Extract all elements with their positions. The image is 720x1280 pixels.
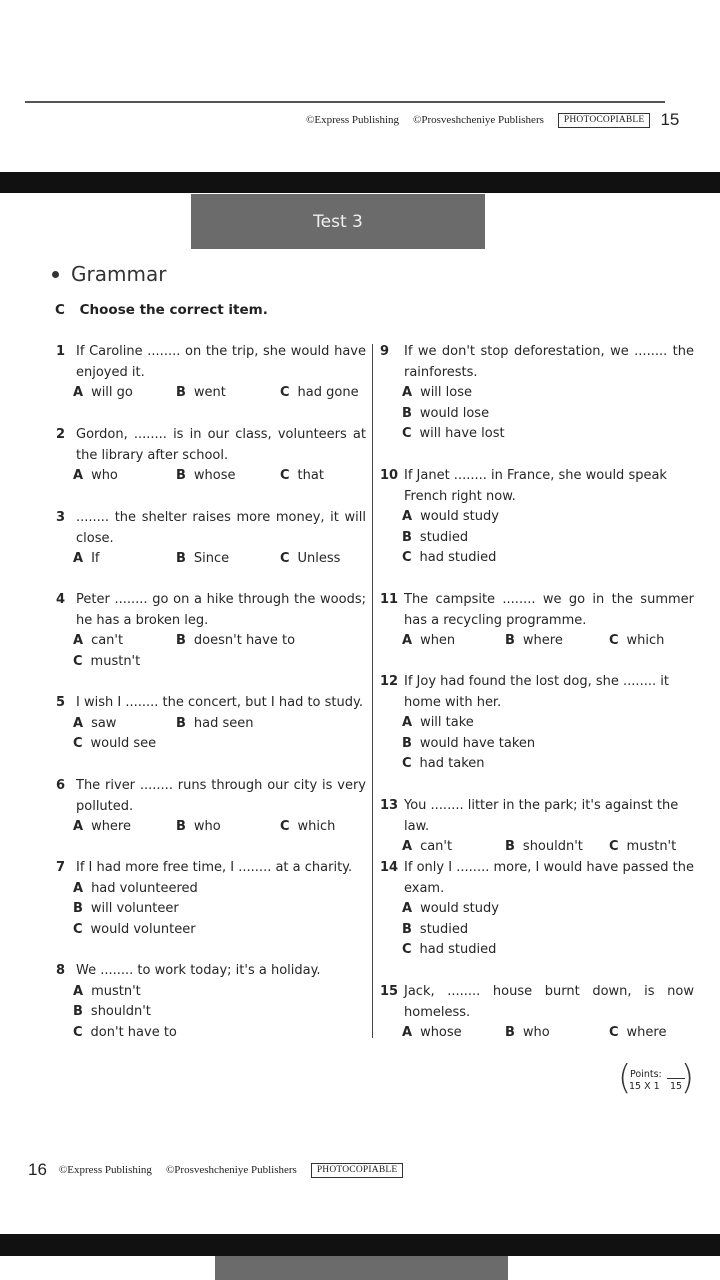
option-c[interactable] xyxy=(402,940,694,961)
points-calc: 15 X 1 xyxy=(629,1081,660,1092)
option-b[interactable] xyxy=(505,1023,609,1044)
option-text: where xyxy=(626,1025,667,1041)
option-letter: B xyxy=(176,633,186,649)
option-text: would study xyxy=(420,509,499,525)
option-b[interactable] xyxy=(176,714,254,735)
option-c[interactable] xyxy=(280,383,359,404)
option-text: saw xyxy=(91,715,117,731)
option-a[interactable] xyxy=(402,713,694,734)
publisher-1: ©Express Publishing xyxy=(58,1164,152,1176)
publisher-1: ©Express Publishing xyxy=(306,114,400,126)
option-letter: B xyxy=(176,551,186,567)
option-letter: A xyxy=(402,385,413,401)
question-15 xyxy=(380,982,694,1044)
option-text: whose xyxy=(420,1025,462,1041)
question-10 xyxy=(380,466,694,569)
option-b[interactable] xyxy=(402,734,694,755)
option-letter: C xyxy=(609,839,619,855)
option-letter: B xyxy=(505,633,515,649)
question-3 xyxy=(56,508,366,570)
bottom-footer xyxy=(28,1160,403,1180)
instruction xyxy=(55,302,268,318)
option-letter: B xyxy=(505,1025,515,1041)
page-number: 16 xyxy=(28,1160,47,1179)
option-text: had studied xyxy=(419,942,497,958)
option-b[interactable] xyxy=(73,899,366,920)
option-letter: C xyxy=(402,942,412,958)
page-gap-bar xyxy=(0,172,720,193)
option-a[interactable] xyxy=(73,383,176,404)
option-letter: B xyxy=(176,385,186,401)
option-letter: B xyxy=(176,468,186,484)
question-9 xyxy=(380,342,694,445)
option-letter: B xyxy=(505,839,515,855)
option-a[interactable] xyxy=(73,879,366,900)
question-number: 9 xyxy=(380,344,390,359)
option-c[interactable] xyxy=(402,548,694,569)
option-b[interactable] xyxy=(505,837,609,858)
question-14 xyxy=(380,858,694,961)
option-text: studied xyxy=(419,921,469,937)
option-letter: B xyxy=(176,715,186,731)
photocopiable-label: PHOTOCOPIABLE xyxy=(311,1163,404,1178)
option-c[interactable] xyxy=(280,817,335,838)
question-12 xyxy=(380,672,694,775)
option-text: Since xyxy=(193,551,230,567)
question-number: 14 xyxy=(380,860,399,875)
option-letter: A xyxy=(73,983,84,999)
option-text: If xyxy=(91,551,100,567)
option-letter: C xyxy=(402,426,412,442)
option-text: studied xyxy=(419,529,469,545)
option-text: doesn't have to xyxy=(193,633,296,649)
points-badge xyxy=(618,1058,696,1098)
option-text: Unless xyxy=(297,551,341,567)
publisher-2: ©Prosveshcheniye Publishers xyxy=(165,1164,297,1176)
question-13 xyxy=(380,796,694,858)
option-c[interactable] xyxy=(73,652,366,673)
option-text: will take xyxy=(420,715,474,731)
option-text: whose xyxy=(193,468,236,484)
option-text: had studied xyxy=(419,550,497,566)
question-number: 15 xyxy=(380,984,399,999)
option-c[interactable] xyxy=(73,734,366,755)
question-number: 11 xyxy=(380,592,399,607)
option-c[interactable] xyxy=(280,549,340,570)
option-letter: A xyxy=(402,839,413,855)
option-letter: A xyxy=(402,1025,413,1041)
option-a[interactable] xyxy=(402,1023,505,1044)
question-8 xyxy=(56,961,366,1043)
option-letter: C xyxy=(609,633,619,649)
option-text: mustn't xyxy=(626,839,677,855)
option-text: that xyxy=(297,468,324,484)
option-text: will lose xyxy=(420,385,472,401)
question-text: Peter ........ go on a hike through the woods; he has a broken leg. xyxy=(76,592,366,628)
question-number: 3 xyxy=(56,510,66,525)
option-c[interactable] xyxy=(609,837,676,858)
option-letter: B xyxy=(402,405,412,421)
instruction-letter: C xyxy=(55,302,65,318)
option-text: mustn't xyxy=(90,653,141,669)
section-title xyxy=(52,262,166,286)
option-text: which xyxy=(626,633,665,649)
option-b[interactable] xyxy=(176,549,280,570)
points-max: 15 xyxy=(670,1081,683,1092)
option-letter: C xyxy=(402,550,412,566)
question-text: If Joy had found the lost dog, she ........ it home with her. xyxy=(404,674,669,710)
option-b[interactable] xyxy=(402,528,694,549)
option-letter: B xyxy=(73,1004,83,1020)
option-letter: B xyxy=(402,735,412,751)
option-a[interactable] xyxy=(402,837,505,858)
option-letter: A xyxy=(73,551,84,567)
option-letter: A xyxy=(73,468,84,484)
option-letter: C xyxy=(609,1025,619,1041)
question-number: 1 xyxy=(56,344,66,359)
question-number: 10 xyxy=(380,468,399,483)
question-text: If I had more free time, I ........ at a charity. xyxy=(76,860,353,875)
option-text: would see xyxy=(90,736,157,752)
option-c[interactable] xyxy=(402,754,694,775)
question-4 xyxy=(56,590,366,672)
option-a[interactable] xyxy=(402,507,694,528)
option-letter: C xyxy=(73,1024,83,1040)
option-text: had gone xyxy=(297,385,359,401)
option-letter: A xyxy=(402,509,413,525)
option-letter: A xyxy=(73,385,84,401)
question-7 xyxy=(56,858,366,940)
option-text: where xyxy=(91,819,131,835)
option-letter: C xyxy=(402,756,412,772)
top-footer xyxy=(306,110,695,130)
option-letter: A xyxy=(73,819,84,835)
option-b[interactable] xyxy=(505,631,609,652)
option-c[interactable] xyxy=(609,1023,666,1044)
option-b[interactable] xyxy=(402,920,694,941)
question-text: The river ........ runs through our city is very polluted. xyxy=(76,778,366,814)
publisher-2: ©Prosveshcheniye Publishers xyxy=(413,114,544,126)
option-text: don't have to xyxy=(90,1024,177,1040)
option-text: mustn't xyxy=(91,983,141,999)
section-title-text: Grammar xyxy=(71,262,167,286)
option-b[interactable] xyxy=(176,383,280,404)
option-text: had seen xyxy=(193,715,254,731)
option-b[interactable] xyxy=(176,466,280,487)
paren-right-icon: ) xyxy=(680,1058,694,1098)
option-text: who xyxy=(522,1025,550,1041)
option-text: shouldn't xyxy=(522,839,583,855)
option-letter: C xyxy=(280,819,290,835)
question-text: If Caroline ........ on the trip, she would have enjoyed it. xyxy=(76,344,366,380)
question-text: Jack, ........ house burnt down, is now homeless. xyxy=(404,984,694,1020)
option-text: who xyxy=(193,819,221,835)
option-letter: C xyxy=(73,921,83,937)
option-letter: A xyxy=(73,880,84,896)
question-number: 6 xyxy=(56,778,66,793)
option-letter: C xyxy=(280,468,290,484)
photocopiable-label: PHOTOCOPIABLE xyxy=(558,113,651,128)
question-1 xyxy=(56,342,366,404)
question-text: We ........ to work today; it's a holiday. xyxy=(76,963,321,978)
question-number: 5 xyxy=(56,695,66,710)
option-letter: B xyxy=(402,529,412,545)
question-number: 13 xyxy=(380,798,399,813)
option-a[interactable] xyxy=(73,549,176,570)
test-title: Test 3 xyxy=(191,194,485,249)
option-text: who xyxy=(91,468,118,484)
option-a[interactable] xyxy=(402,899,694,920)
option-text: can't xyxy=(91,633,124,649)
column-divider xyxy=(372,344,373,1038)
question-11 xyxy=(380,590,694,652)
option-letter: B xyxy=(73,901,83,917)
paren-left-icon: ( xyxy=(618,1058,632,1098)
option-text: would volunteer xyxy=(90,921,196,937)
question-number: 8 xyxy=(56,963,66,978)
page-number: 15 xyxy=(660,110,680,129)
question-text: You ........ litter in the park; it's against the law. xyxy=(404,798,679,834)
option-text: can't xyxy=(420,839,453,855)
question-text: If Janet ........ in France, she would speak French right now. xyxy=(404,468,667,504)
option-letter: C xyxy=(73,736,83,752)
option-a[interactable] xyxy=(73,982,366,1003)
option-c[interactable] xyxy=(280,466,324,487)
option-b[interactable] xyxy=(176,817,280,838)
option-text: will have lost xyxy=(419,426,505,442)
option-a[interactable] xyxy=(73,714,176,735)
question-number: 2 xyxy=(56,427,66,442)
option-letter: A xyxy=(402,901,413,917)
question-2 xyxy=(56,425,366,487)
question-text: Gordon, ........ is in our class, volunteers at the library after school. xyxy=(76,427,366,463)
question-text: If we don't stop deforestation, we ........ the rainforests. xyxy=(404,344,694,380)
option-letter: A xyxy=(402,715,413,731)
option-b[interactable] xyxy=(176,631,295,652)
option-letter: A xyxy=(73,633,84,649)
option-letter: C xyxy=(280,551,290,567)
option-text: had volunteered xyxy=(91,880,198,896)
question-text: ........ the shelter raises more money, it will close. xyxy=(76,510,366,546)
option-letter: B xyxy=(402,921,412,937)
option-text: shouldn't xyxy=(90,1004,151,1020)
option-text: will go xyxy=(91,385,133,401)
option-a[interactable] xyxy=(73,466,176,487)
option-a[interactable] xyxy=(73,631,176,652)
question-text: The campsite ........ we go in the summer has a recycling programme. xyxy=(404,592,694,628)
question-number: 4 xyxy=(56,592,66,607)
next-page-header xyxy=(215,1256,508,1280)
option-letter: B xyxy=(176,819,186,835)
question-6 xyxy=(56,776,366,838)
option-a[interactable] xyxy=(402,631,505,652)
option-text: would have taken xyxy=(419,735,536,751)
option-c[interactable] xyxy=(402,424,694,445)
page-gap-bar xyxy=(0,1234,720,1256)
option-b[interactable] xyxy=(402,404,694,425)
option-a[interactable] xyxy=(402,383,694,404)
option-letter: A xyxy=(73,715,84,731)
option-letter: C xyxy=(280,385,290,401)
option-letter: C xyxy=(73,653,83,669)
question-text: If only I ........ more, I would have passed the exam. xyxy=(404,860,694,896)
option-text: where xyxy=(522,633,563,649)
option-c[interactable] xyxy=(609,631,664,652)
option-b[interactable] xyxy=(73,1002,366,1023)
option-text: went xyxy=(193,385,226,401)
option-text: would lose xyxy=(419,405,490,421)
top-rule xyxy=(25,101,665,103)
question-text: I wish I ........ the concert, but I had to study. xyxy=(76,695,363,710)
option-a[interactable] xyxy=(73,817,176,838)
bullet-icon xyxy=(52,271,59,278)
option-text: had taken xyxy=(419,756,485,772)
points-label: Points: xyxy=(630,1069,662,1080)
option-letter: A xyxy=(402,633,413,649)
question-5 xyxy=(56,693,366,755)
question-number: 7 xyxy=(56,860,66,875)
instruction-text: Choose the correct item. xyxy=(79,302,268,318)
option-c[interactable] xyxy=(73,920,366,941)
question-number: 12 xyxy=(380,674,399,689)
option-c[interactable] xyxy=(73,1023,366,1044)
option-text: when xyxy=(420,633,456,649)
option-text: will volunteer xyxy=(90,901,179,917)
option-text: which xyxy=(297,819,336,835)
option-text: would study xyxy=(420,901,499,917)
